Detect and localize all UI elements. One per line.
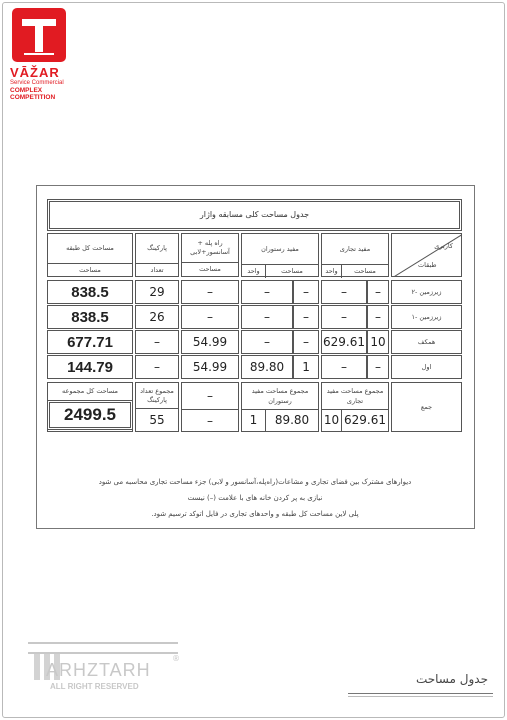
row-com-unit: –: [367, 305, 389, 329]
caption-underline-2: [348, 696, 493, 697]
logo-line1: Service Commercial: [10, 80, 64, 86]
row-stairs: 54.99: [181, 330, 239, 354]
row-total: 838.5: [47, 305, 133, 329]
watermark-sub: ALL RIGHT RESERVED: [50, 682, 139, 691]
row-floor-label: همکف: [391, 330, 462, 354]
sum-restaurant-cell: مجموع مساحت مفید رستوران 89.80 1: [241, 382, 319, 432]
header-parking: پارکینگ تعداد: [135, 233, 179, 277]
row-stairs: 54.99: [181, 355, 239, 379]
row-res-unit: –: [293, 330, 319, 354]
row-com-area: –: [321, 280, 367, 304]
header-floor-area: مساحت کل طبقه مساحت: [47, 233, 133, 277]
note-2: نیازی به پر کردن خانه های با علامت (–) نیست: [187, 494, 323, 502]
header-stairs: راه پله + آسانسور+لابی مساحت: [181, 233, 239, 277]
row-parking: 29: [135, 280, 179, 304]
header-restaurant: مفید رستوران مساحت واحد: [241, 233, 319, 277]
row-com-unit: –: [367, 355, 389, 379]
row-parking: 26: [135, 305, 179, 329]
table-title: جدول مساحت کلی مسابقه واژار: [47, 199, 462, 231]
row-res-area: –: [241, 280, 293, 304]
row-parking: –: [135, 355, 179, 379]
row-res-unit: –: [293, 305, 319, 329]
row-com-unit: –: [367, 280, 389, 304]
row-com-area: –: [321, 355, 367, 379]
row-com-unit: 10: [367, 330, 389, 354]
header-commercial: مفید تجاری مساحت واحد: [321, 233, 389, 277]
row-com-area: 629.61: [321, 330, 367, 354]
row-total: 677.71: [47, 330, 133, 354]
row-total: 144.79: [47, 355, 133, 379]
row-floor-label: اول: [391, 355, 462, 379]
caption-underline: [348, 693, 493, 694]
logo-line3: COMPETITION: [10, 94, 56, 101]
row-parking: –: [135, 330, 179, 354]
row-res-area: –: [241, 305, 293, 329]
note-1: دیوارهای مشترک بین فضای تجاری و مشاعات(راه‌پله،آسانسور و لابی) جزء مساحت تجاری محاسبه می شود: [98, 478, 412, 486]
logo-line2: COMPLEX: [10, 87, 43, 94]
notes: [57, 474, 453, 522]
row-res-unit: –: [293, 280, 319, 304]
row-res-area: 89.80: [241, 355, 293, 379]
watermark-name: ARHZTARH: [46, 660, 151, 680]
sum-label: جمع: [391, 382, 462, 432]
logo-t-mark: [12, 8, 66, 62]
arhztarh-watermark: [28, 642, 180, 694]
row-com-area: –: [321, 305, 367, 329]
row-floor-label: زیرزمین -۱: [391, 305, 462, 329]
grand-total-value: 2499.5: [47, 400, 133, 430]
row-total: 838.5: [47, 280, 133, 304]
row-res-area: –: [241, 330, 293, 354]
vazar-logo: [10, 8, 68, 101]
sum-parking-cell: مجموع تعداد پارکینگ 55: [135, 382, 179, 432]
logo-name: VĀŽAR: [10, 65, 60, 80]
sum-commercial-cell: مجموع مساحت مفید تجاری 629.61 10: [321, 382, 389, 432]
row-floor-label: زیرزمین -۲: [391, 280, 462, 304]
row-stairs: –: [181, 305, 239, 329]
page-caption: جدول مساحت: [415, 672, 488, 686]
header-usage-floors: کاربری طبقات: [391, 233, 462, 277]
watermark-reg: ®: [172, 654, 180, 663]
sum-total-cell: مساحت کل مجموعه 2499.5: [47, 382, 133, 432]
note-3: پلی لاین مساحت کل طبقه و واحدهای تجاری در فایل اتوکد ترسیم شود.: [151, 510, 359, 518]
row-stairs: –: [181, 280, 239, 304]
area-table-sheet: [36, 185, 475, 529]
row-res-unit: 1: [293, 355, 319, 379]
sum-stairs-cell: – –: [181, 382, 239, 432]
